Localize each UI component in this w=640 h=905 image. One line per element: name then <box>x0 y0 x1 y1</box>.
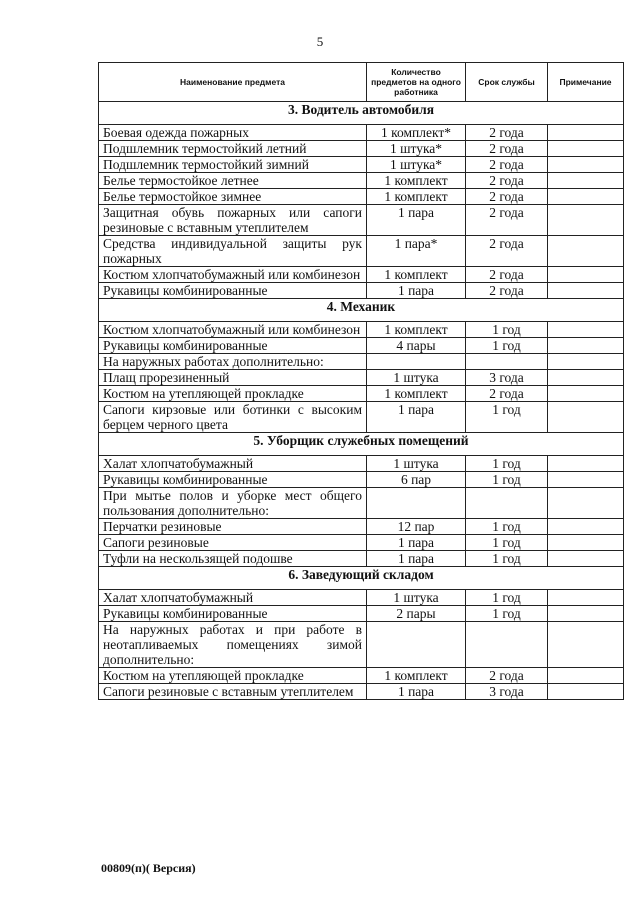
table-row <box>99 173 624 189</box>
item-quantity: 1 штука* <box>367 157 466 173</box>
item-quantity: 1 штука <box>367 370 466 386</box>
item-service-term: 2 года <box>466 125 548 141</box>
item-quantity: 1 пара <box>367 283 466 299</box>
item-service-term: 1 год <box>466 456 548 472</box>
item-service-term: 1 год <box>466 519 548 535</box>
item-quantity: 1 пара <box>367 402 466 433</box>
header-note: Примечание <box>548 63 624 102</box>
item-note <box>548 551 624 567</box>
item-quantity: 12 пар <box>367 519 466 535</box>
table-row <box>99 338 624 354</box>
item-quantity: 4 пары <box>367 338 466 354</box>
item-service-term: 2 года <box>466 283 548 299</box>
item-service-term: 2 года <box>466 386 548 402</box>
table-row <box>99 622 624 668</box>
item-quantity: 2 пары <box>367 606 466 622</box>
item-quantity: 1 пара* <box>367 236 466 267</box>
item-name: Перчатки резиновые <box>99 519 367 535</box>
item-name: Халат хлопчатобумажный <box>99 456 367 472</box>
item-name: Средства индивидуальной защиты рук пожарных <box>99 236 367 267</box>
item-name: Сапоги резиновые с вставным утеплителем <box>99 684 367 700</box>
item-service-term: 3 года <box>466 684 548 700</box>
item-name: Туфли на нескользящей подошве <box>99 551 367 567</box>
item-service-term <box>466 354 548 370</box>
item-service-term: 2 года <box>466 267 548 283</box>
item-note <box>548 236 624 267</box>
table-row <box>99 472 624 488</box>
item-name: Боевая одежда пожарных <box>99 125 367 141</box>
item-note <box>548 472 624 488</box>
item-note <box>548 684 624 700</box>
item-name: Сапоги резиновые <box>99 535 367 551</box>
item-service-term <box>466 622 548 668</box>
item-service-term: 1 год <box>466 338 548 354</box>
item-name: Подшлемник термостойкий зимний <box>99 157 367 173</box>
item-quantity: 1 комплект <box>367 668 466 684</box>
table-row <box>99 189 624 205</box>
table-row <box>99 283 624 299</box>
table-row <box>99 370 624 386</box>
item-quantity: 1 пара <box>367 551 466 567</box>
item-service-term: 2 года <box>466 236 548 267</box>
table-row <box>99 551 624 567</box>
item-quantity: 1 комплект <box>367 267 466 283</box>
header-qty: Количество предметов на одного работника <box>367 63 466 102</box>
item-name: Рукавицы комбинированные <box>99 472 367 488</box>
item-quantity: 1 штука* <box>367 141 466 157</box>
table-row <box>99 322 624 338</box>
item-note <box>548 322 624 338</box>
item-quantity: 6 пар <box>367 472 466 488</box>
table-row <box>99 205 624 236</box>
item-note <box>548 354 624 370</box>
item-quantity <box>367 622 466 668</box>
header-name: Наименование предмета <box>99 63 367 102</box>
item-name: Защитная обувь пожарных или сапоги резиновые с вставным утеплителем <box>99 205 367 236</box>
item-quantity <box>367 488 466 519</box>
section-row <box>99 299 624 322</box>
table-row <box>99 267 624 283</box>
item-note <box>548 488 624 519</box>
item-name: Костюм хлопчатобумажный или комбинезон <box>99 322 367 338</box>
table-row <box>99 386 624 402</box>
item-service-term: 2 года <box>466 668 548 684</box>
item-name: Рукавицы комбинированные <box>99 338 367 354</box>
item-note <box>548 157 624 173</box>
table-row <box>99 456 624 472</box>
item-quantity: 1 комплект* <box>367 125 466 141</box>
item-note <box>548 370 624 386</box>
item-note <box>548 456 624 472</box>
item-note <box>548 519 624 535</box>
section-row <box>99 567 624 590</box>
item-name: При мытье полов и уборке мест общего пользования дополнительно: <box>99 488 367 519</box>
item-service-term: 1 год <box>466 472 548 488</box>
item-name: На наружных работах и при работе в неотапливаемых помещениях зимой дополнительно: <box>99 622 367 668</box>
item-service-term: 1 год <box>466 590 548 606</box>
item-service-term: 2 года <box>466 157 548 173</box>
item-service-term: 3 года <box>466 370 548 386</box>
document-footer-code: 00809(п)( Версия) <box>101 861 196 875</box>
table-row <box>99 354 624 370</box>
item-note <box>548 141 624 157</box>
item-note <box>548 668 624 684</box>
table-body <box>99 102 624 700</box>
item-name: Белье термостойкое летнее <box>99 173 367 189</box>
item-service-term: 1 год <box>466 535 548 551</box>
page-number: 5 <box>316 34 324 49</box>
item-quantity: 1 комплект <box>367 322 466 338</box>
item-note <box>548 590 624 606</box>
item-note <box>548 205 624 236</box>
section-title: 4. Механик <box>99 299 624 322</box>
item-note <box>548 283 624 299</box>
item-service-term: 1 год <box>466 551 548 567</box>
item-name: Сапоги кирзовые или ботинки с высоким берцем черного цвета <box>99 402 367 433</box>
table-row <box>99 488 624 519</box>
section-row <box>99 433 624 456</box>
item-name: Халат хлопчатобумажный <box>99 590 367 606</box>
table-header-row <box>99 63 624 102</box>
section-title: 6. Заведующий складом <box>99 567 624 590</box>
item-name: На наружных работах дополнительно: <box>99 354 367 370</box>
item-quantity: 1 комплект <box>367 173 466 189</box>
item-note <box>548 606 624 622</box>
item-quantity: 1 штука <box>367 456 466 472</box>
item-quantity: 1 комплект <box>367 386 466 402</box>
item-note <box>548 125 624 141</box>
table-row <box>99 236 624 267</box>
item-quantity <box>367 354 466 370</box>
item-quantity: 1 пара <box>367 684 466 700</box>
item-note <box>548 173 624 189</box>
table-row <box>99 402 624 433</box>
table-row <box>99 684 624 700</box>
item-note <box>548 402 624 433</box>
item-quantity: 1 штука <box>367 590 466 606</box>
item-note <box>548 189 624 205</box>
item-service-term: 2 года <box>466 173 548 189</box>
item-name: Белье термостойкое зимнее <box>99 189 367 205</box>
item-note <box>548 535 624 551</box>
table-row <box>99 535 624 551</box>
item-service-term: 1 год <box>466 606 548 622</box>
table-row <box>99 590 624 606</box>
table-row <box>99 519 624 535</box>
ppe-norms-table <box>98 62 624 700</box>
item-service-term: 2 года <box>466 205 548 236</box>
item-service-term: 1 год <box>466 322 548 338</box>
table-row <box>99 668 624 684</box>
item-note <box>548 267 624 283</box>
section-title: 5. Уборщик служебных помещений <box>99 433 624 456</box>
item-service-term: 2 года <box>466 189 548 205</box>
item-name: Костюм хлопчатобумажный или комбинезон <box>99 267 367 283</box>
table-row <box>99 157 624 173</box>
item-name: Рукавицы комбинированные <box>99 283 367 299</box>
item-quantity: 1 пара <box>367 535 466 551</box>
item-note <box>548 338 624 354</box>
item-service-term: 2 года <box>466 141 548 157</box>
item-service-term: 1 год <box>466 402 548 433</box>
section-row <box>99 102 624 125</box>
item-name: Подшлемник термостойкий летний <box>99 141 367 157</box>
table-row <box>99 606 624 622</box>
item-name: Костюм на утепляющей прокладке <box>99 386 367 402</box>
item-name: Плащ прорезиненный <box>99 370 367 386</box>
item-name: Рукавицы комбинированные <box>99 606 367 622</box>
item-service-term <box>466 488 548 519</box>
table-row <box>99 125 624 141</box>
item-note <box>548 622 624 668</box>
item-quantity: 1 комплект <box>367 189 466 205</box>
item-note <box>548 386 624 402</box>
item-name: Костюм на утепляющей прокладке <box>99 668 367 684</box>
section-title: 3. Водитель автомобиля <box>99 102 624 125</box>
item-quantity: 1 пара <box>367 205 466 236</box>
header-term: Срок службы <box>466 63 548 102</box>
table-row <box>99 141 624 157</box>
